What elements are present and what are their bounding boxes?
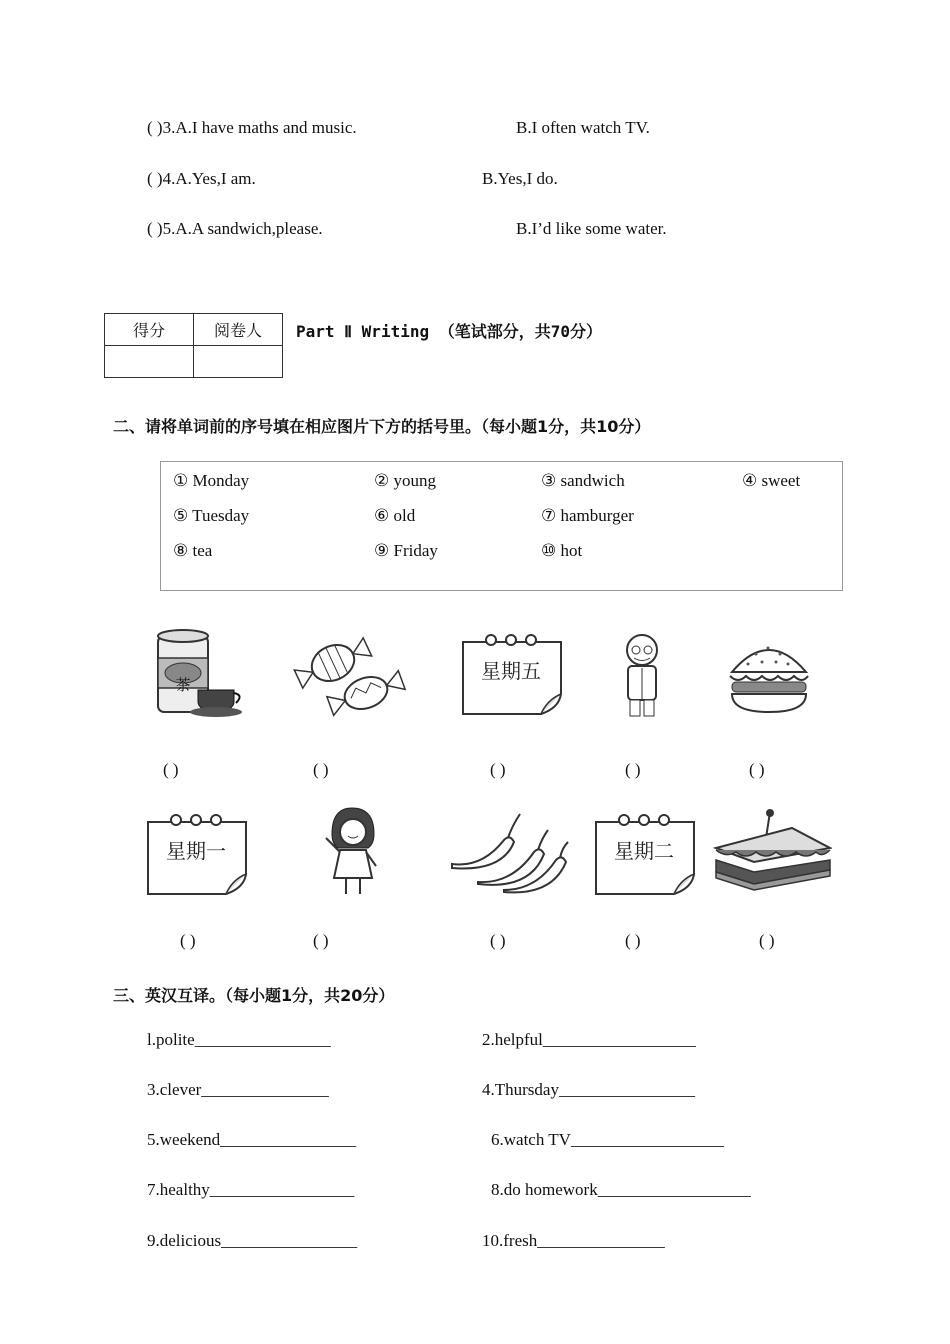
score-table bbox=[104, 313, 283, 378]
translation-item-4[interactable]: 4.Thursday________________ bbox=[482, 1080, 695, 1099]
word-bank bbox=[160, 461, 843, 591]
listening-item-4 bbox=[147, 169, 256, 189]
score-header: 得分 bbox=[105, 314, 194, 346]
hamburger-image bbox=[726, 632, 812, 716]
translation-item-6[interactable]: 6.watch TV__________________ bbox=[491, 1130, 724, 1149]
grader-header: 阅卷人 bbox=[194, 314, 283, 346]
item-number: 3. bbox=[162, 118, 176, 137]
calendar-tuesday-image bbox=[592, 810, 700, 898]
option-a: A.I have maths and music. bbox=[175, 118, 357, 137]
translation-item-2[interactable]: 2.helpful__________________ bbox=[482, 1030, 696, 1049]
hot-peppers-image bbox=[448, 808, 572, 894]
tea-image bbox=[150, 628, 245, 720]
sandwich-image bbox=[712, 808, 832, 894]
calendar-friday-label: 星期五 bbox=[481, 659, 541, 683]
grader-cell[interactable] bbox=[194, 346, 283, 378]
tea-can-label: 茶 bbox=[175, 676, 191, 694]
answer-tea[interactable]: ( ) bbox=[163, 760, 179, 779]
translation-item-3[interactable]: 3.clever_______________ bbox=[147, 1080, 329, 1099]
answer-paren[interactable]: ( ) bbox=[147, 118, 163, 137]
word-sweet: ④ sweet bbox=[742, 471, 801, 490]
answer-young[interactable]: ( ) bbox=[313, 931, 329, 950]
answer-paren[interactable]: ( ) bbox=[147, 169, 163, 188]
calendar-monday-image bbox=[144, 810, 252, 898]
word-hamburger: ⑦ hamburger bbox=[541, 506, 634, 525]
answer-friday[interactable]: ( ) bbox=[490, 760, 506, 779]
calendar-tuesday-label: 星期二 bbox=[614, 839, 674, 863]
answer-old[interactable]: ( ) bbox=[625, 760, 641, 779]
option-a: A.A sandwich,please. bbox=[175, 219, 323, 238]
part2-title: Part Ⅱ Writing （笔试部分，共70分） bbox=[296, 322, 603, 341]
translation-item-7[interactable]: 7.healthy_________________ bbox=[147, 1180, 355, 1199]
answer-monday[interactable]: ( ) bbox=[180, 931, 196, 950]
word-tuesday: ⑤ Tuesday bbox=[173, 506, 250, 525]
listening-item-5 bbox=[147, 219, 323, 239]
translation-item-8[interactable]: 8.do homework__________________ bbox=[491, 1180, 751, 1199]
translation-item-10[interactable]: 10.fresh_______________ bbox=[482, 1231, 665, 1250]
calendar-friday-image bbox=[459, 630, 567, 718]
word-hot: ⑩ hot bbox=[541, 541, 583, 560]
section2-title: 二、请将单词前的序号填在相应图片下方的括号里。（每小题1分，共10分） bbox=[113, 417, 651, 436]
listening-item-4-option-b: B.Yes,I do. bbox=[482, 169, 558, 188]
listening-item-3-option-b: B.I often watch TV. bbox=[516, 118, 650, 137]
listening-item-3 bbox=[147, 118, 357, 138]
item-number: 4. bbox=[162, 169, 176, 188]
answer-hot[interactable]: ( ) bbox=[490, 931, 506, 950]
word-tea: ⑧ tea bbox=[173, 541, 213, 560]
translation-item-9[interactable]: 9.delicious________________ bbox=[147, 1231, 358, 1250]
translation-item-1[interactable]: l.polite________________ bbox=[147, 1030, 331, 1049]
section3-title: 三、英汉互译。（每小题1分，共20分） bbox=[113, 986, 395, 1005]
answer-sandwich[interactable]: ( ) bbox=[759, 931, 775, 950]
translation-item-5[interactable]: 5.weekend________________ bbox=[147, 1130, 357, 1149]
listening-item-5-option-b: B.I’d like some water. bbox=[516, 219, 667, 238]
word-monday: ① Monday bbox=[173, 471, 250, 490]
answer-paren[interactable]: ( ) bbox=[147, 219, 163, 238]
calendar-monday-label: 星期一 bbox=[166, 839, 226, 863]
answer-sweets[interactable]: ( ) bbox=[313, 760, 329, 779]
young-girl-image bbox=[318, 804, 384, 900]
sweets-image bbox=[288, 628, 418, 720]
option-a: A.Yes,I am. bbox=[175, 169, 256, 188]
score-cell[interactable] bbox=[105, 346, 194, 378]
answer-hamburger[interactable]: ( ) bbox=[749, 760, 765, 779]
old-man-image bbox=[612, 628, 672, 720]
word-sandwich: ③ sandwich bbox=[541, 471, 625, 490]
answer-tuesday[interactable]: ( ) bbox=[625, 931, 641, 950]
word-friday: ⑨ Friday bbox=[374, 541, 438, 560]
word-young: ② young bbox=[374, 471, 436, 490]
word-old: ⑥ old bbox=[374, 506, 416, 525]
item-number: 5. bbox=[162, 219, 176, 238]
